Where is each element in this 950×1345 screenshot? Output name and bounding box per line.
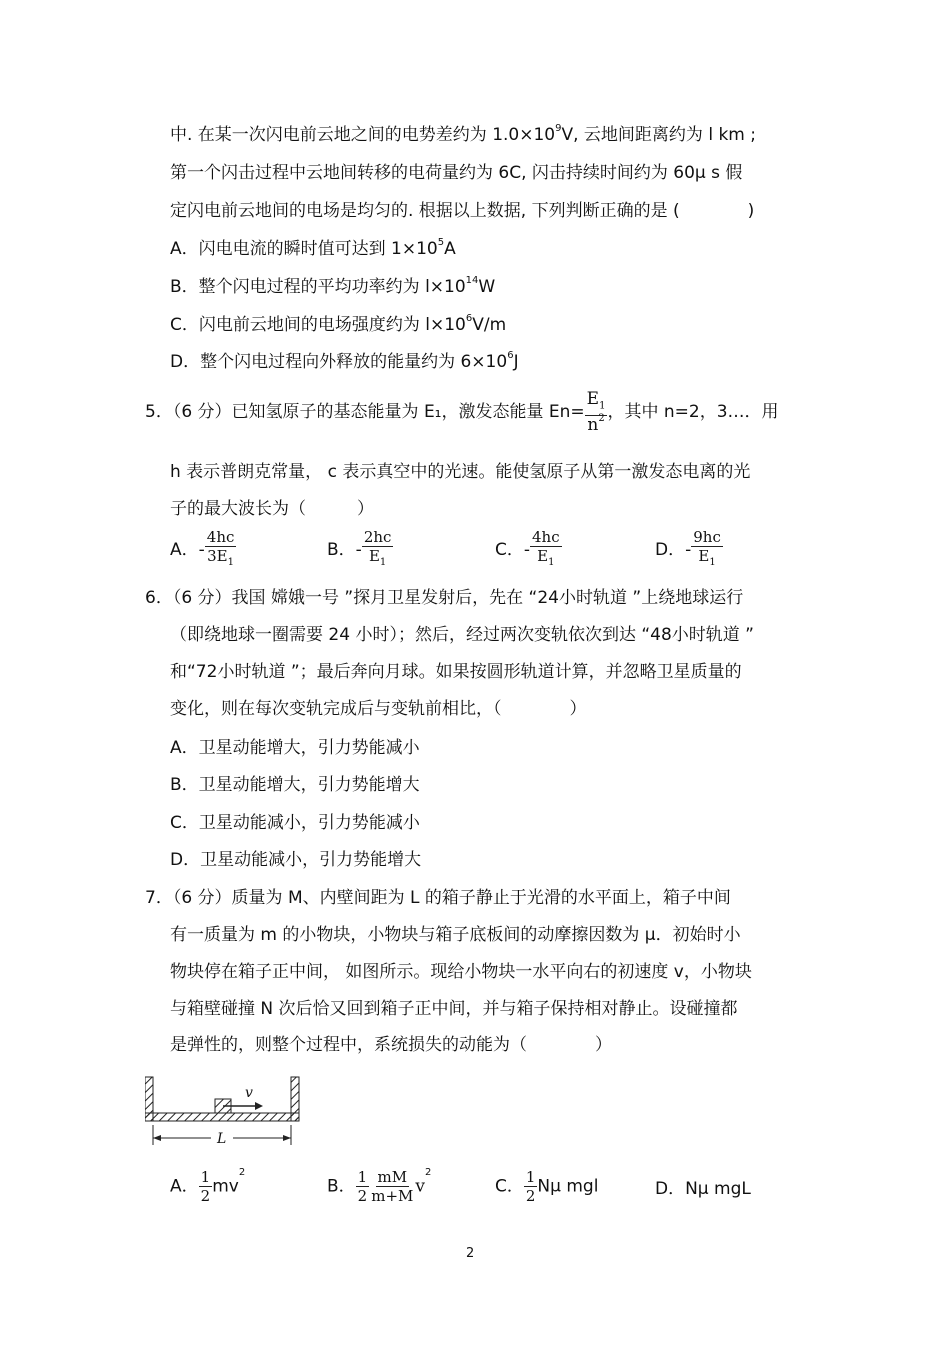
q4-stem-line-2: 第一个闪击过程中云地间转移的电荷量约为 6C, 闪击持续时间约为 60μ s 假 <box>170 163 743 183</box>
q7-option-d: D．Nμ mgL <box>655 1179 751 1199</box>
q6-stem-line-1: 6．（6 分）我国 嫦娥一号 ”探月卫星发射后，先在 “24小时轨道 ”上绕地球运行 <box>145 588 744 608</box>
q7-option-b: B． $\frac{1}{2}$ $\frac{mM}{m+M}$ $v^2$ <box>327 1167 432 1205</box>
q7-option-a: A． $\frac{1}{2}$ $mv^2$ <box>170 1167 246 1205</box>
velocity-arrowhead <box>255 1102 263 1110</box>
q6-stem-line-4: 变化，则在每次变轨完成后与变轨前相比，（ ） <box>170 699 587 719</box>
q7-stem-line-4: 与箱壁碰撞 N 次后恰又回到箱子正中间，并与箱子保持相对静止。设碰撞都 <box>170 999 738 1019</box>
length-label: L <box>217 1131 227 1147</box>
q5-stem-line-3: 子的最大波长为（ ） <box>170 499 374 519</box>
q7-stem-line-2: 有一质量为 m 的小物块，小物块与箱子底板间的动摩擦因数为 μ．初始时小 <box>170 925 741 945</box>
q5-option-b: B．- $\frac{2hc}{E_1}$ <box>327 528 392 568</box>
q6-option-b: B．卫星动能增大，引力势能增大 <box>170 775 420 795</box>
q6-stem-line-3: 和“72小时轨道 ”；最后奔向月球。如果按圆形轨道计算，并忽略卫星质量的 <box>170 662 742 682</box>
q6-option-d: D．卫星动能减小，引力势能增大 <box>170 850 422 870</box>
q5-option-a: A．- $\frac{4hc}{3E_1}$ <box>170 528 235 568</box>
q4-option-c: C．闪电前云地间的电场强度约为 $l\times 10^6V/m$ <box>170 313 507 335</box>
q4-option-d: D．整个闪电过程向外释放的能量约为 $6\times 10^6J$ <box>170 350 519 372</box>
q7-option-c: C． $\frac{1}{2}$ Nμ mgl <box>495 1168 599 1205</box>
q5-option-c: C．- $\frac{4hc}{E_1}$ <box>495 528 560 568</box>
page-number: 2 <box>466 1246 475 1261</box>
q6-option-c: C．卫星动能减小，引力势能减小 <box>170 813 420 833</box>
dimension-arrow-left <box>153 1135 161 1141</box>
box-floor <box>145 1113 299 1121</box>
q4-stem-line-3: 定闪电前云地间的电场是均匀的. 根据以上数据, 下列判断正确的是 ( ) <box>170 201 755 221</box>
dimension-arrow-right <box>283 1135 291 1141</box>
q7-stem-line-5: 是弹性的，则整个过程中，系统损失的动能为（ ） <box>170 1035 612 1055</box>
velocity-label: v <box>245 1085 253 1101</box>
q5-stem-line-1: 5．（6 分）已知氢原子的基态能量为 E₁，激发态能量 En= $\frac{E_1}{n^2}$ ，其中 n=2，3…．用 <box>145 389 779 436</box>
energy-formula-fraction: $\frac{E_1}{n^2}$ <box>586 389 606 436</box>
q5-stem-line-2: h 表示普朗克常量， c 表示真空中的光速。能使氢原子从第一激发态电离的光 <box>170 462 751 482</box>
q7-stem-line-1: 7．（6 分）质量为 M、内壁间距为 L 的箱子静止于光滑的水平面上，箱子中间 <box>145 888 731 908</box>
q7-stem-line-3: 物块停在箱子正中间， 如图所示。现给小物块一水平向右的初速度 v，小物块 <box>170 962 752 982</box>
box-diagram-svg <box>145 1075 305 1155</box>
q4-option-b: B．整个闪电过程的平均功率约为 $l\times 10^{14}W$ <box>170 275 496 297</box>
q4-stem-line-1: 中. 在某一次闪电前云地之间的电势差约为 $1.0\times 10^9V$, 云地间距离约为 l km ; <box>170 123 757 145</box>
q4-option-a: A．闪电电流的瞬时值可达到 $1\times 10^5A$ <box>170 237 456 259</box>
box-diagram <box>145 1075 305 1155</box>
q5-option-d: D．- $\frac{9hc}{E_1}$ <box>655 528 721 568</box>
q6-option-a: A．卫星动能增大，引力势能减小 <box>170 738 420 758</box>
q6-stem-line-2: （即绕地球一圈需要 24 小时）；然后，经过两次变轨依次到达 “48小时轨道 ” <box>170 625 754 645</box>
